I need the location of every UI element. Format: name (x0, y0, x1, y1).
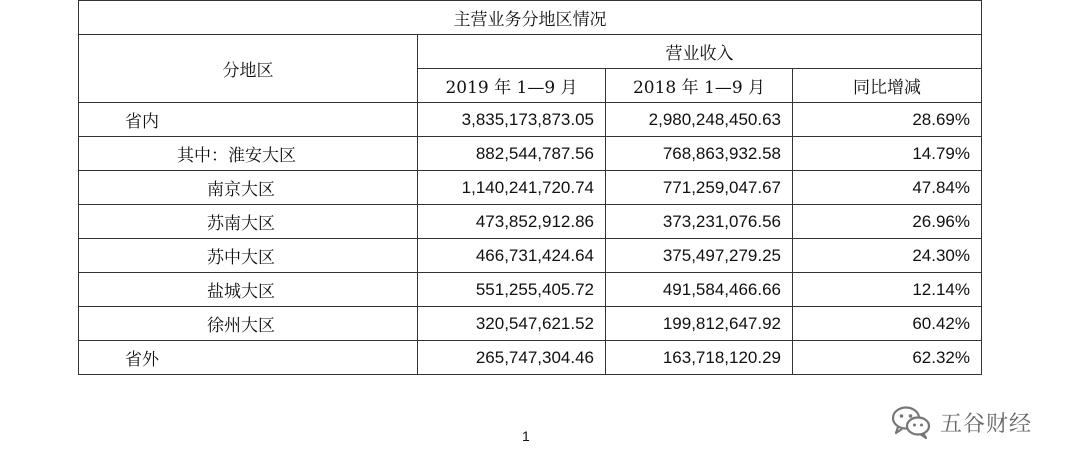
revenue-2018-cell: 375,497,279.25 (606, 239, 793, 273)
revenue-2018-cell: 373,231,076.56 (606, 205, 793, 239)
change-cell: 62.32% (793, 341, 982, 375)
revenue-2019-cell: 473,852,912.86 (418, 205, 606, 239)
region-header: 分地区 (79, 35, 418, 103)
table-row (79, 273, 982, 307)
table-row (79, 103, 982, 137)
change-cell: 28.69% (793, 103, 982, 137)
region-cell: 苏中大区 (79, 239, 418, 273)
region-cell: 南京大区 (79, 171, 418, 205)
change-cell: 47.84% (793, 171, 982, 205)
table-row (79, 205, 982, 239)
revenue-2019-cell: 551,255,405.72 (418, 273, 606, 307)
header-row (79, 35, 982, 69)
column-header-2018: 2018 年 1—9 月 (606, 69, 793, 103)
revenue-2018-cell: 199,812,647.92 (606, 307, 793, 341)
change-cell: 24.30% (793, 239, 982, 273)
region-cell: 省外 (79, 341, 418, 375)
region-cell: 盐城大区 (79, 273, 418, 307)
region-revenue-table (78, 0, 982, 375)
column-header-change: 同比增减 (793, 69, 982, 103)
table-title: 主营业务分地区情况 (79, 1, 982, 35)
revenue-2019-cell: 3,835,173,873.05 (418, 103, 606, 137)
region-cell: 苏南大区 (79, 205, 418, 239)
table-row (79, 171, 982, 205)
revenue-2019-cell: 265,747,304.46 (418, 341, 606, 375)
revenue-2018-cell: 491,584,466.66 (606, 273, 793, 307)
table-row (79, 341, 982, 375)
table-title-row (79, 1, 982, 35)
change-cell: 14.79% (793, 137, 982, 171)
table-row (79, 307, 982, 341)
revenue-2019-cell: 466,731,424.64 (418, 239, 606, 273)
column-header-2019: 2019 年 1—9 月 (418, 69, 606, 103)
table-row (79, 137, 982, 171)
revenue-2018-cell: 768,863,932.58 (606, 137, 793, 171)
change-cell: 12.14% (793, 273, 982, 307)
region-cell: 徐州大区 (79, 307, 418, 341)
revenue-header: 营业收入 (418, 35, 982, 69)
region-cell: 省内 (79, 103, 418, 137)
revenue-2019-cell: 882,544,787.56 (418, 137, 606, 171)
wechat-icon (890, 404, 932, 440)
watermark-text: 五谷财经 (940, 411, 1033, 437)
region-cell: 其中：淮安大区 (79, 137, 418, 171)
revenue-2018-cell: 163,718,120.29 (606, 341, 793, 375)
page-number: 1 (522, 428, 530, 444)
change-cell: 26.96% (793, 205, 982, 239)
revenue-2019-cell: 320,547,621.52 (418, 307, 606, 341)
revenue-2018-cell: 2,980,248,450.63 (606, 103, 793, 137)
watermark (890, 404, 1032, 440)
table-row (79, 239, 982, 273)
revenue-2019-cell: 1,140,241,720.74 (418, 171, 606, 205)
revenue-2018-cell: 771,259,047.67 (606, 171, 793, 205)
change-cell: 60.42% (793, 307, 982, 341)
